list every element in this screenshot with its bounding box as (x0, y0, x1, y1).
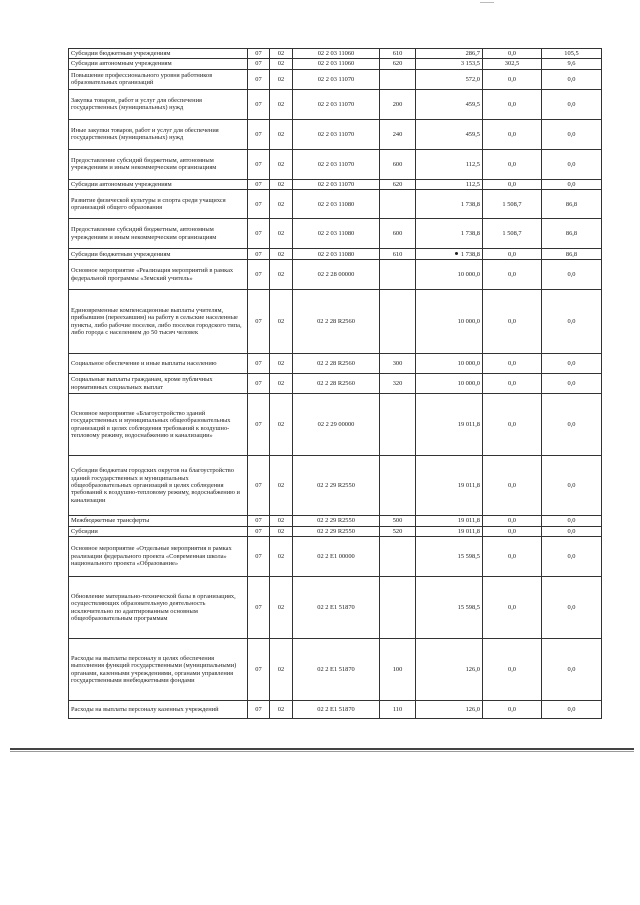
cell-razdel: 07 (248, 526, 270, 536)
cell-sum1: 572,0 (416, 69, 483, 89)
table-row (69, 219, 602, 249)
cell-sum1: 112,5 (416, 179, 483, 189)
page-bottom-rule-thin (10, 751, 634, 752)
cell-razdel: 07 (248, 537, 270, 577)
cell-sum3: 0,0 (542, 537, 602, 577)
cell-csr: 02 2 03 11060 (293, 59, 380, 69)
cell-desc: Субсидии автономным учреждениям (69, 59, 248, 69)
cell-sum2: 0,0 (483, 119, 542, 149)
cell-sum2: 0,0 (483, 701, 542, 719)
cell-vr (380, 537, 416, 577)
table-row (69, 249, 602, 260)
cell-vr (380, 456, 416, 516)
table-row (69, 179, 602, 189)
table-row (69, 49, 602, 59)
cell-sum1: 1 738,8 (416, 219, 483, 249)
cell-vr: 610 (380, 49, 416, 59)
cell-csr: 02 2 E1 51870 (293, 701, 380, 719)
cell-podrazdel: 02 (270, 516, 293, 526)
cell-sum2: 1 508,7 (483, 190, 542, 219)
scan-mark (480, 2, 494, 3)
cell-razdel: 07 (248, 69, 270, 89)
cell-podrazdel: 02 (270, 639, 293, 701)
cell-csr: 02 2 E1 51870 (293, 577, 380, 639)
cell-desc: Основное мероприятие «Благоустройство зданий государственных и муниципальных общеобразовательных организаций в целях соблюдения требований к воздушно-тепловому режиму, водоснабжению и канализации» (69, 394, 248, 456)
cell-podrazdel: 02 (270, 59, 293, 69)
cell-vr (380, 577, 416, 639)
cell-sum1: 15 598,5 (416, 577, 483, 639)
cell-razdel: 07 (248, 89, 270, 119)
cell-sum2: 0,0 (483, 354, 542, 374)
cell-sum2: 0,0 (483, 290, 542, 354)
cell-podrazdel: 02 (270, 354, 293, 374)
cell-vr: 100 (380, 639, 416, 701)
cell-desc: Расходы на выплаты персоналу в целях обеспечения выполнения функций государственными (муниципальными) органами, казенными учреждениями, органами управления государственными внебюджетными фондами (69, 639, 248, 701)
cell-podrazdel: 02 (270, 119, 293, 149)
cell-sum3: 86,8 (542, 249, 602, 260)
cell-razdel: 07 (248, 219, 270, 249)
cell-sum2: 0,0 (483, 516, 542, 526)
cell-sum1: 19 011,8 (416, 394, 483, 456)
cell-sum3: 9,6 (542, 59, 602, 69)
cell-desc: Социальные выплаты гражданам, кроме публичных нормативных социальных выплат (69, 374, 248, 394)
cell-podrazdel: 02 (270, 537, 293, 577)
cell-vr: 200 (380, 89, 416, 119)
cell-razdel: 07 (248, 49, 270, 59)
cell-sum3: 105,5 (542, 49, 602, 59)
cell-sum1: 112,5 (416, 149, 483, 179)
table-row (69, 260, 602, 290)
table-row (69, 354, 602, 374)
cell-sum3: 0,0 (542, 119, 602, 149)
cell-sum3: 86,8 (542, 190, 602, 219)
cell-sum1: 10 000,0 (416, 354, 483, 374)
cell-vr: 110 (380, 701, 416, 719)
cell-sum3: 0,0 (542, 69, 602, 89)
cell-sum1: 10 000,0 (416, 290, 483, 354)
cell-razdel: 07 (248, 119, 270, 149)
cell-sum2: 0,0 (483, 394, 542, 456)
cell-sum1: 19 011,8 (416, 516, 483, 526)
cell-vr (380, 190, 416, 219)
cell-csr: 02 2 03 11080 (293, 219, 380, 249)
cell-sum3: 0,0 (542, 701, 602, 719)
cell-sum1: 126,0 (416, 701, 483, 719)
cell-csr: 02 2 28 R2560 (293, 374, 380, 394)
cell-sum3: 0,0 (542, 516, 602, 526)
cell-sum3: 0,0 (542, 394, 602, 456)
cell-sum3: 0,0 (542, 374, 602, 394)
cell-vr: 600 (380, 149, 416, 179)
table-row (69, 290, 602, 354)
cell-podrazdel: 02 (270, 701, 293, 719)
cell-podrazdel: 02 (270, 179, 293, 189)
cell-razdel: 07 (248, 701, 270, 719)
cell-sum2: 0,0 (483, 69, 542, 89)
cell-sum1: 15 598,5 (416, 537, 483, 577)
cell-vr: 620 (380, 59, 416, 69)
cell-podrazdel: 02 (270, 249, 293, 260)
table-row (69, 394, 602, 456)
cell-razdel: 07 (248, 394, 270, 456)
cell-desc: Основное мероприятие «Отдельные мероприятия в рамках реализации федерального проекта «Современная школа» национального проекта «Образование» (69, 537, 248, 577)
cell-sum1: 10 000,0 (416, 374, 483, 394)
cell-csr: 02 2 29 R2550 (293, 526, 380, 536)
cell-sum3: 0,0 (542, 354, 602, 374)
cell-sum2: 0,0 (483, 374, 542, 394)
cell-sum2: 0,0 (483, 149, 542, 179)
cell-sum2: 0,0 (483, 577, 542, 639)
cell-vr: 600 (380, 219, 416, 249)
cell-sum2: 0,0 (483, 537, 542, 577)
cell-razdel: 07 (248, 249, 270, 260)
cell-desc: Предоставление субсидий бюджетным, автономным учреждениям и иным некоммерческим организациям (69, 219, 248, 249)
cell-sum1: 1 738,8 (416, 249, 483, 260)
cell-podrazdel: 02 (270, 190, 293, 219)
cell-podrazdel: 02 (270, 394, 293, 456)
cell-desc: Иные закупки товаров, работ и услуг для обеспечения государственных (муниципальных) нужд (69, 119, 248, 149)
cell-csr: 02 2 28 00000 (293, 260, 380, 290)
cell-csr: 02 2 29 R2550 (293, 456, 380, 516)
cell-csr: 02 2 03 11080 (293, 190, 380, 219)
cell-csr: 02 2 E1 00000 (293, 537, 380, 577)
cell-razdel: 07 (248, 577, 270, 639)
cell-sum1: 459,5 (416, 119, 483, 149)
cell-sum1: 10 000,0 (416, 260, 483, 290)
cell-razdel: 07 (248, 516, 270, 526)
cell-desc: Единовременные компенсационные выплаты учителям, прибывшим (переехавшим) на работу в сельские населенные пункты, либо рабочие поселки, либо поселки городского типа, либо города с населением до 50 тысяч человек (69, 290, 248, 354)
table-row (69, 190, 602, 219)
cell-desc: Обновление материально-технической базы в организациях, осуществляющих образовательную деятельность исключительно по адаптированным основным общеобразовательным программам (69, 577, 248, 639)
cell-desc: Социальное обеспечение и иные выплаты населению (69, 354, 248, 374)
cell-podrazdel: 02 (270, 149, 293, 179)
scan-speck (455, 252, 458, 255)
cell-sum3: 0,0 (542, 526, 602, 536)
cell-vr: 500 (380, 516, 416, 526)
cell-sum3: 0,0 (542, 639, 602, 701)
table-row (69, 526, 602, 536)
cell-podrazdel: 02 (270, 290, 293, 354)
cell-podrazdel: 02 (270, 577, 293, 639)
cell-sum1: 286,7 (416, 49, 483, 59)
cell-podrazdel: 02 (270, 374, 293, 394)
cell-csr: 02 2 03 11070 (293, 179, 380, 189)
budget-table-body (69, 49, 602, 719)
cell-csr: 02 2 03 11070 (293, 119, 380, 149)
cell-razdel: 07 (248, 260, 270, 290)
cell-sum3: 0,0 (542, 577, 602, 639)
cell-sum3: 0,0 (542, 290, 602, 354)
cell-sum3: 86,8 (542, 219, 602, 249)
cell-vr: 300 (380, 354, 416, 374)
table-row (69, 69, 602, 89)
cell-sum2: 0,0 (483, 639, 542, 701)
cell-csr: 02 2 03 11070 (293, 69, 380, 89)
cell-desc: Основное мероприятие «Реализация мероприятий в рамках федеральной программы «Земский учитель» (69, 260, 248, 290)
cell-podrazdel: 02 (270, 260, 293, 290)
cell-desc: Предоставление субсидий бюджетным, автономным учреждениям и иным некоммерческим организациям (69, 149, 248, 179)
cell-vr: 520 (380, 526, 416, 536)
cell-podrazdel: 02 (270, 526, 293, 536)
cell-razdel: 07 (248, 374, 270, 394)
cell-csr: 02 2 03 11080 (293, 249, 380, 260)
cell-sum2: 302,5 (483, 59, 542, 69)
cell-razdel: 07 (248, 149, 270, 179)
cell-razdel: 07 (248, 639, 270, 701)
cell-csr: 02 2 29 R2550 (293, 516, 380, 526)
cell-desc: Субсидии автономным учреждениям (69, 179, 248, 189)
cell-sum2: 0,0 (483, 249, 542, 260)
cell-vr (380, 69, 416, 89)
cell-sum2: 0,0 (483, 526, 542, 536)
cell-sum3: 0,0 (542, 179, 602, 189)
cell-vr (380, 394, 416, 456)
cell-vr (380, 260, 416, 290)
cell-vr: 620 (380, 179, 416, 189)
table-row (69, 701, 602, 719)
table-row (69, 639, 602, 701)
table-row (69, 537, 602, 577)
cell-sum2: 0,0 (483, 456, 542, 516)
cell-podrazdel: 02 (270, 89, 293, 119)
table-row (69, 577, 602, 639)
cell-sum3: 0,0 (542, 149, 602, 179)
cell-vr: 610 (380, 249, 416, 260)
cell-sum1: 19 011,8 (416, 456, 483, 516)
cell-sum2: 0,0 (483, 179, 542, 189)
cell-desc: Повышение профессионального уровня работников образовательных организаций (69, 69, 248, 89)
cell-csr: 02 2 03 11070 (293, 149, 380, 179)
table-row (69, 374, 602, 394)
cell-desc: Межбюджетные трансферты (69, 516, 248, 526)
cell-desc: Расходы на выплаты персоналу казенных учреждений (69, 701, 248, 719)
page-bottom-rule (10, 748, 634, 750)
cell-sum3: 0,0 (542, 260, 602, 290)
cell-podrazdel: 02 (270, 69, 293, 89)
cell-razdel: 07 (248, 456, 270, 516)
cell-sum1: 3 153,5 (416, 59, 483, 69)
cell-desc: Субсидии бюджетным учреждениям (69, 249, 248, 260)
table-row (69, 59, 602, 69)
table-row (69, 149, 602, 179)
cell-csr: 02 2 03 11070 (293, 89, 380, 119)
table-row (69, 456, 602, 516)
cell-sum1: 19 011,8 (416, 526, 483, 536)
cell-razdel: 07 (248, 290, 270, 354)
cell-csr: 02 2 29 00000 (293, 394, 380, 456)
cell-razdel: 07 (248, 190, 270, 219)
table-row (69, 516, 602, 526)
cell-desc: Субсидии бюджетам городских округов на благоустройство зданий государственных и муниципальных общеобразовательных организаций в целях соблюдения требований к воздушно-тепловому режиму, водоснабжению и канализации (69, 456, 248, 516)
cell-razdel: 07 (248, 59, 270, 69)
cell-csr: 02 2 E1 51870 (293, 639, 380, 701)
cell-razdel: 07 (248, 354, 270, 374)
cell-sum1: 126,0 (416, 639, 483, 701)
cell-sum3: 0,0 (542, 89, 602, 119)
cell-podrazdel: 02 (270, 219, 293, 249)
cell-vr: 320 (380, 374, 416, 394)
cell-sum2: 1 508,7 (483, 219, 542, 249)
cell-sum1: 459,5 (416, 89, 483, 119)
cell-sum1: 1 738,8 (416, 190, 483, 219)
table-row (69, 89, 602, 119)
cell-sum2: 0,0 (483, 49, 542, 59)
cell-vr: 240 (380, 119, 416, 149)
budget-table (68, 48, 602, 719)
cell-razdel: 07 (248, 179, 270, 189)
cell-vr (380, 290, 416, 354)
cell-sum3: 0,0 (542, 456, 602, 516)
cell-sum2: 0,0 (483, 260, 542, 290)
cell-csr: 02 2 28 R2560 (293, 354, 380, 374)
cell-sum2: 0,0 (483, 89, 542, 119)
cell-csr: 02 2 03 11060 (293, 49, 380, 59)
cell-desc: Субсидии (69, 526, 248, 536)
table-row (69, 119, 602, 149)
cell-desc: Закупка товаров, работ и услуг для обеспечения государственных (муниципальных) нужд (69, 89, 248, 119)
cell-desc: Развитие физической культуры и спорта среди учащихся организаций общего образования (69, 190, 248, 219)
cell-desc: Субсидии бюджетным учреждениям (69, 49, 248, 59)
cell-podrazdel: 02 (270, 49, 293, 59)
cell-podrazdel: 02 (270, 456, 293, 516)
cell-csr: 02 2 28 R2560 (293, 290, 380, 354)
